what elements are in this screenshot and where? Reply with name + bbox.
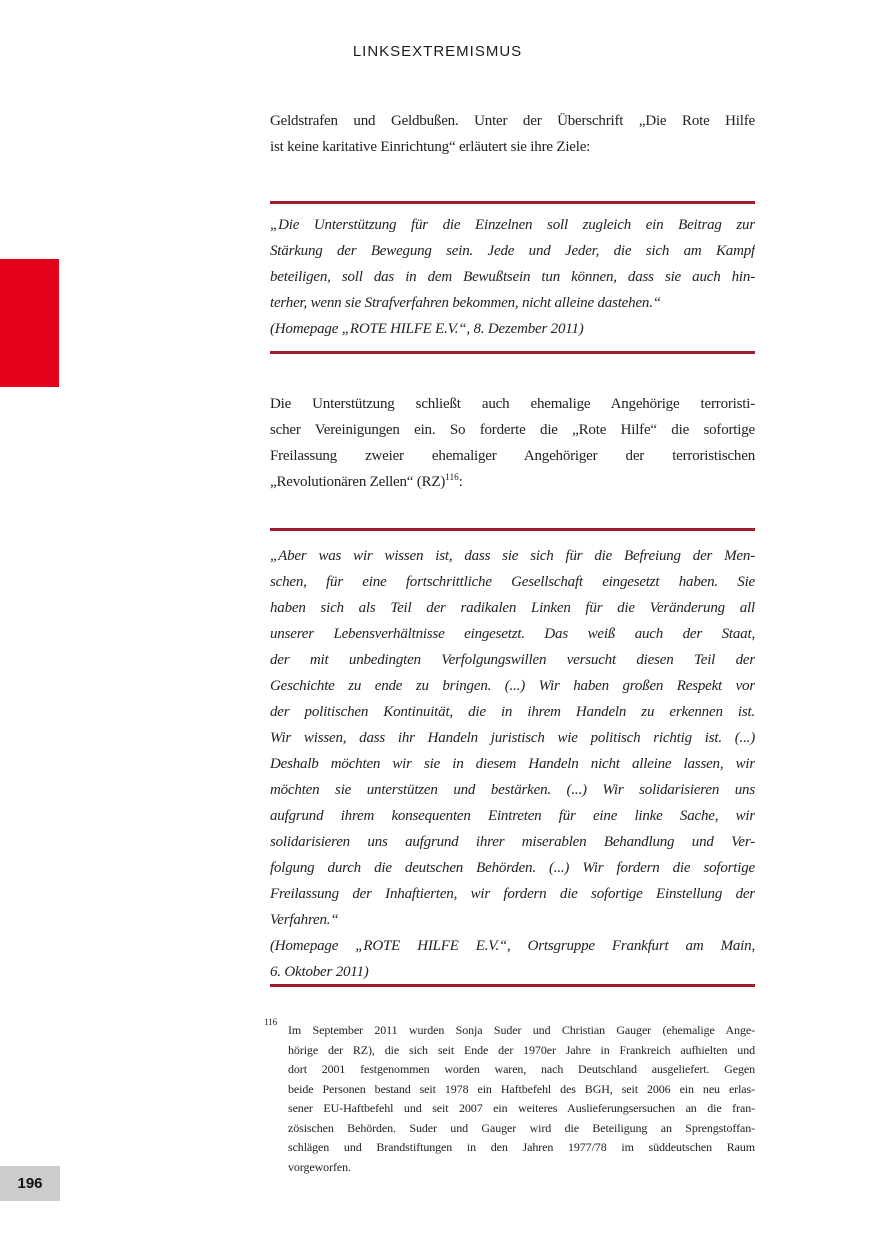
- quote-line: Geschichte zu ende zu bringen. (...) Wir haben großen Respekt vor: [270, 678, 755, 694]
- running-header: [0, 42, 875, 62]
- footnote-line: beide Personen bestand seit 1978 ein Haftbefehl des BGH, seit 2006 ein neu erlas-: [288, 1081, 755, 1096]
- quote-citation: (Homepage „ROTE HILFE E.V.“, 8. Dezember 2011): [270, 321, 584, 337]
- quote-line: aufgrund ihrem konsequenten Eintreten für eine linke Sache, wir: [270, 808, 755, 824]
- footnote-line: dort 2001 festgenommen worden waren, nach Deutschland ausgeliefert. Gegen: [288, 1062, 755, 1076]
- page-title: LINKSEXTREMISMUS: [352, 43, 523, 60]
- text-line: [270, 469, 755, 495]
- text-line: Die Unterstützung schließt auch ehemalige Angehörige terroristi-: [270, 396, 755, 412]
- text-fragment: Im September 2011 wurden Sonja Suder und Christian Gauger (ehemalige Ange-: [288, 1023, 755, 1037]
- quote-line: solidarisieren uns aufgrund ihrer miserablen Behandlung und Ver-: [270, 834, 755, 850]
- quote-citation: 6. Oktober 2011): [270, 964, 369, 980]
- footnote-line: 116 Im September 2011 wurden Sonja Suder und Christian Gauger (ehemalige Ange-: [264, 1017, 755, 1037]
- quote-line: folgung durch die deutschen Behörden. (...) Wir fordern die sofortige: [270, 860, 755, 876]
- quote-rule-top: [270, 201, 755, 204]
- quote-line: Freilassung der Inhaftierten, wir fordern die sofortige Einstellung der: [270, 886, 755, 902]
- footnote-line: vorgeworfen.: [288, 1159, 351, 1174]
- quote-line: „Die Unterstützung für die Einzelnen soll zugleich ein Beitrag zur: [270, 217, 755, 233]
- footnote: [264, 1017, 755, 1177]
- quote-rule-top: [270, 528, 755, 531]
- text-fragment: „Revolutionären Zellen“ (RZ): [270, 474, 446, 490]
- quote-line: beteiligen, soll das in dem Bewußtsein tun können, dass sie auch hin-: [270, 269, 755, 285]
- quote-line: möchten sie unterstützen und bestärken. (...) Wir solidarisieren uns: [270, 782, 755, 798]
- text-line: Geldstrafen und Geldbußen. Unter der Überschrift „Die Rote Hilfe: [270, 113, 755, 129]
- quote-line: schen, für eine fortschrittliche Gesellschaft eingesetzt haben. Sie: [270, 574, 755, 590]
- quote-block-1: [270, 212, 755, 342]
- quote-line: terher, wenn sie Strafverfahren bekommen, nicht alleine dastehen.“: [270, 295, 661, 311]
- footnote-line: zösischen Behörden. Suder und Gauger wird die Beteiligung an Sprengstoffan-: [288, 1120, 755, 1135]
- paragraph-middle: [270, 391, 755, 495]
- text-fragment: :: [458, 474, 463, 490]
- page-number-box: [0, 1166, 60, 1201]
- quote-line: der mit unbedingten Verfolgungswillen versucht diesen Teil der: [270, 652, 755, 668]
- quote-block-2: [270, 543, 755, 985]
- text-line: Freilassung zweier ehemaliger Angehöriger der terroristischen: [270, 448, 755, 464]
- footnote-line: sener EU-Haftbefehl und seit 2007 ein weiteres Auslieferungsersuchen an die fran-: [288, 1101, 755, 1115]
- quote-line: „Aber was wir wissen ist, dass sie sich für die Befreiung der Men-: [270, 548, 755, 564]
- quote-line: der politischen Kontinuität, die in ihrem Handeln zu erkennen ist.: [270, 704, 755, 720]
- footnote-reference: 116: [445, 473, 459, 483]
- text-line: scher Vereinigungen ein. So forderte die „Rote Hilfe“ die sofortige: [270, 422, 755, 438]
- quote-line: Verfahren.“: [270, 912, 339, 928]
- chapter-color-tab: [0, 259, 59, 387]
- quote-line: Stärkung der Bewegung sein. Jede und Jeder, die sich am Kampf: [270, 243, 755, 259]
- quote-line: Deshalb möchten wir sie in diesem Handeln nicht alleine lassen, wir: [270, 756, 755, 772]
- paragraph-intro: [270, 108, 755, 160]
- text-line: ist keine karitative Einrichtung“ erläutert sie ihre Ziele:: [270, 139, 591, 155]
- quote-rule-bottom: [270, 351, 755, 354]
- quote-line: Wir wissen, dass ihr Handeln juristisch wie politisch richtig ist. (...): [270, 730, 755, 746]
- quote-line: unserer Lebensverhältnisse eingesetzt. Das weiß auch der Staat,: [270, 626, 755, 642]
- quote-rule-bottom: [270, 984, 755, 987]
- quote-line: haben sich als Teil der radikalen Linken für die Veränderung all: [270, 600, 755, 616]
- footnote-line: hörige der RZ), die sich seit Ende der 1970er Jahre in Frankreich aufhielten und: [288, 1042, 755, 1057]
- page-number: 196: [17, 1175, 43, 1192]
- quote-citation: (Homepage „ROTE HILFE E.V.“, Ortsgruppe Frankfurt am Main,: [270, 938, 755, 954]
- footnote-line: schlägen und Brandstiftungen in den Jahren 1977/78 im süddeutschen Raum: [288, 1140, 755, 1154]
